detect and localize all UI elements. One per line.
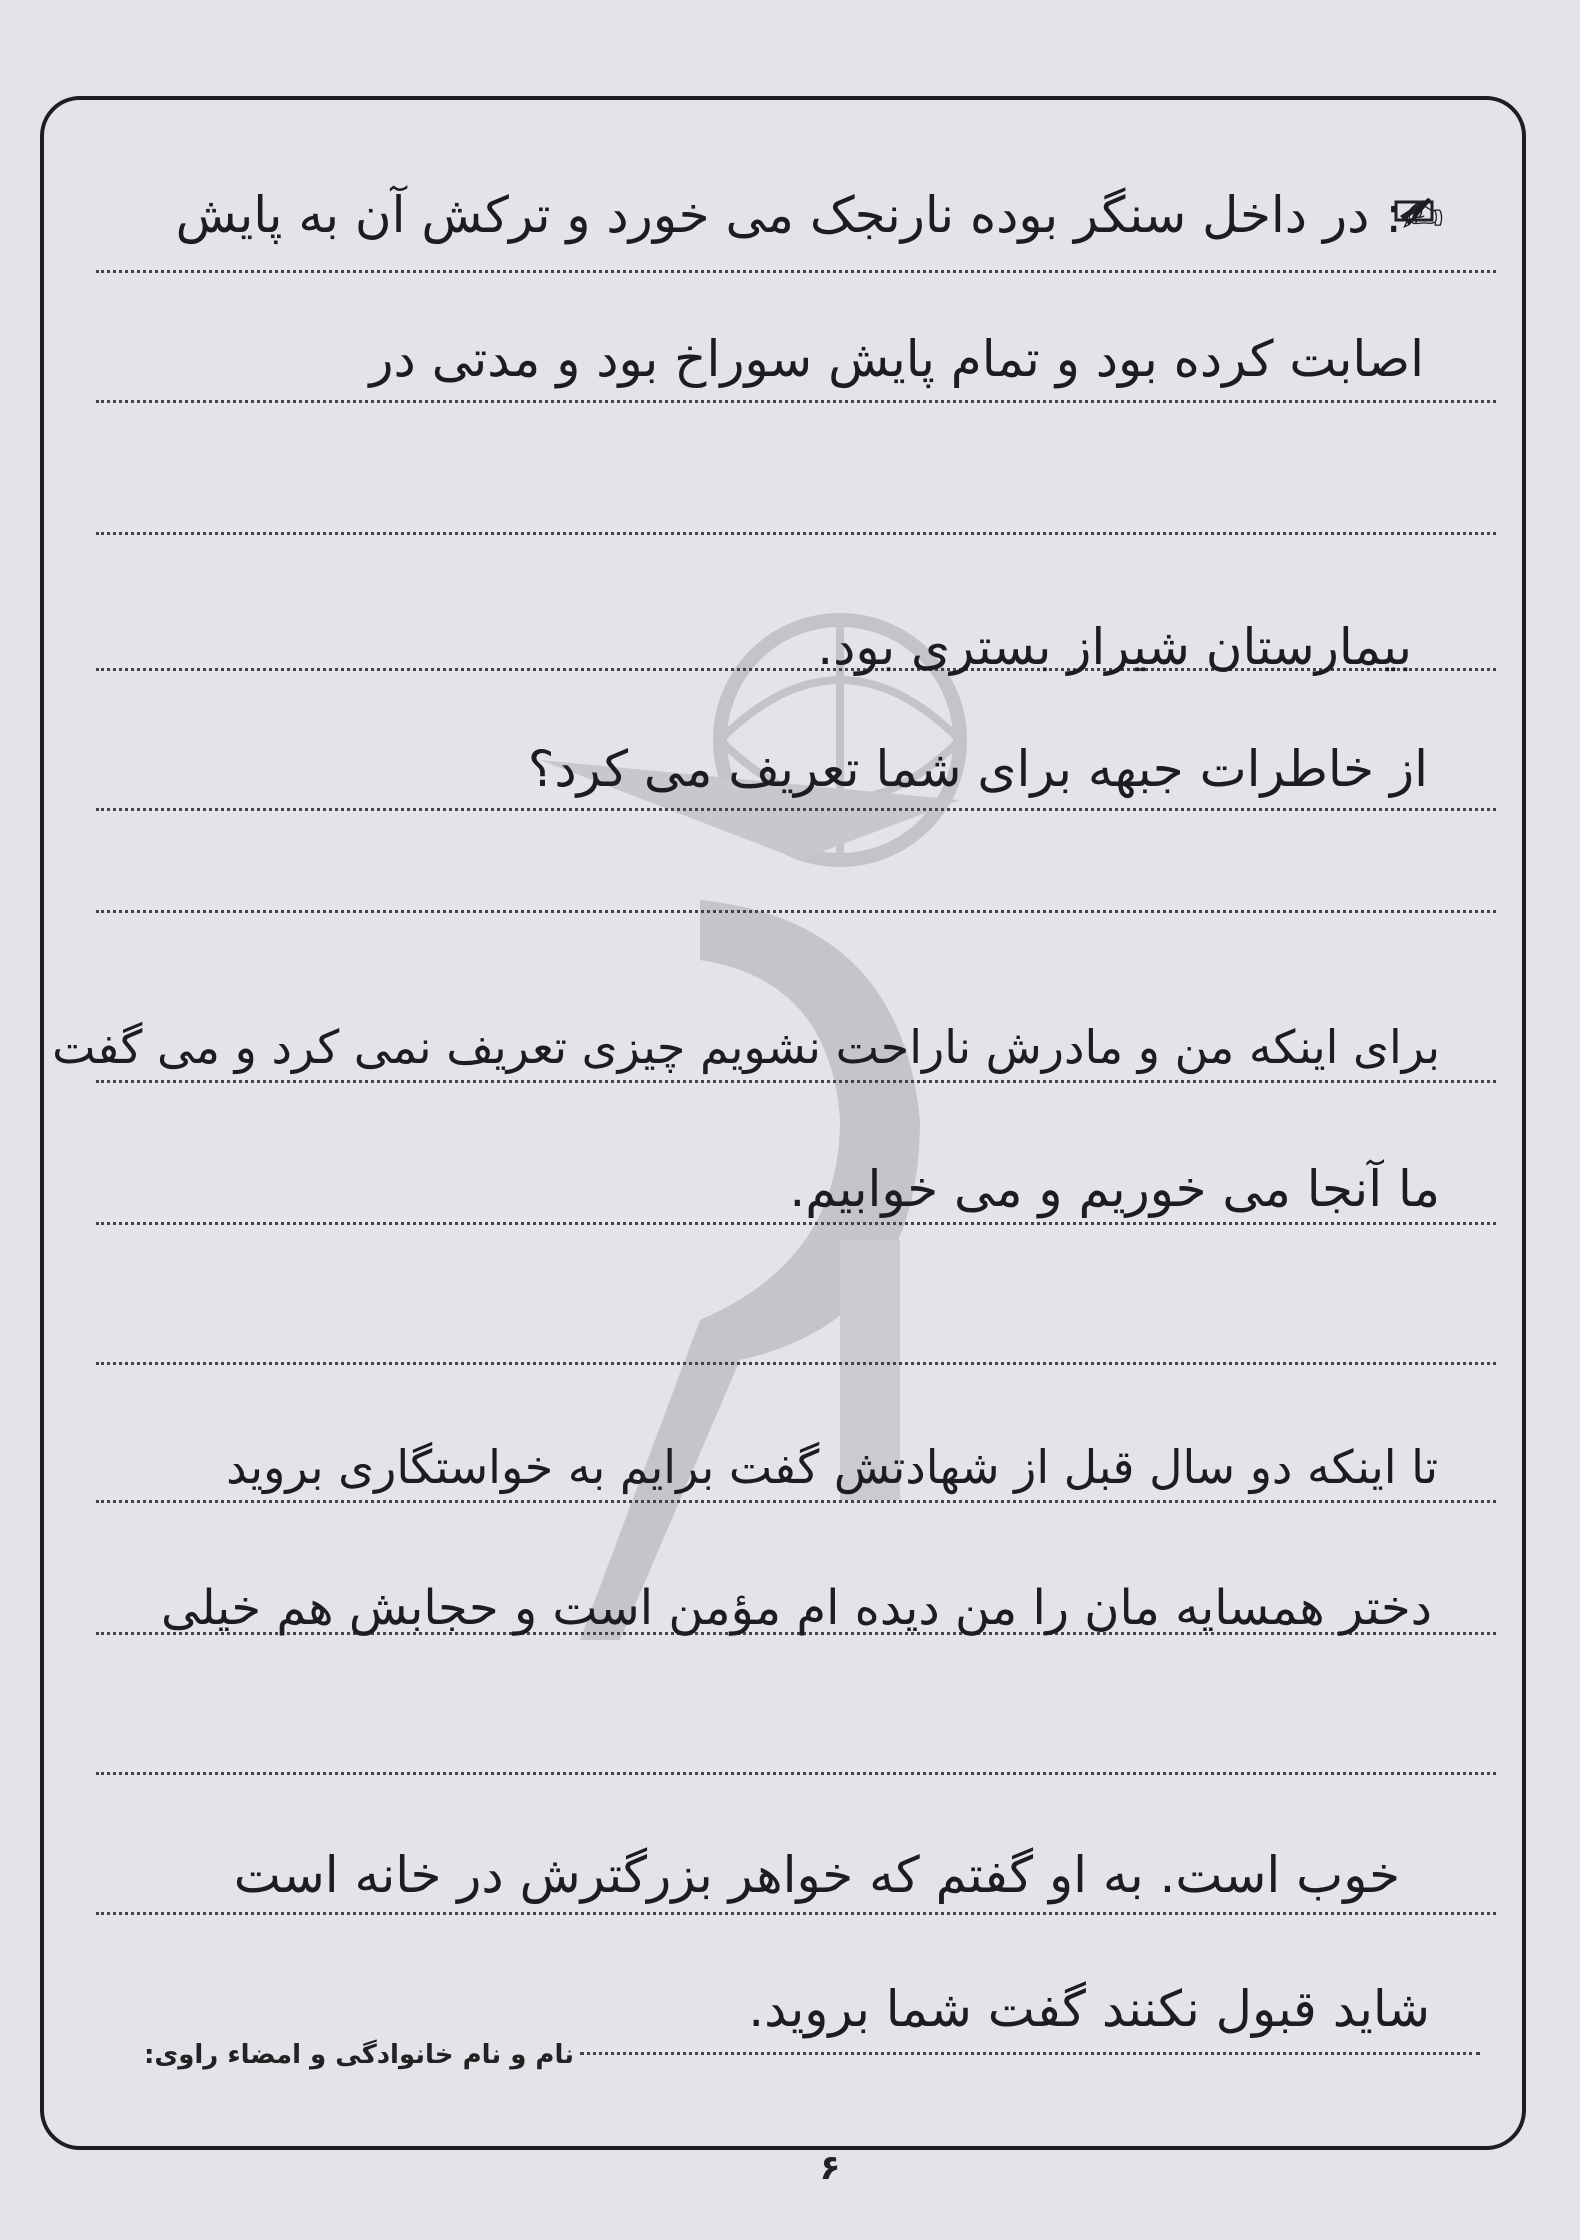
- handwritten-line: برای اینکه من و مادرش ناراحت نشویم چیزی تعریف نمی کرد و می گفت: [52, 1020, 1440, 1074]
- handwritten-line: تا اینکه دو سال قبل از شهادتش گفت برایم به خواستگاری بروید: [226, 1440, 1438, 1494]
- handwritten-line: شاید قبول نکنند گفت شما بروید.: [748, 1980, 1430, 2038]
- ruled-line: [96, 1362, 1496, 1365]
- handwritten-line: خوب است. به او گفتم که خواهر بزرگترش در خانه است: [233, 1846, 1400, 1904]
- ruled-line: [96, 1222, 1496, 1225]
- ruled-line: [96, 808, 1496, 811]
- handwritten-line: اصابت کرده بود و تمام پایش سوراخ بود و مدتی در: [369, 330, 1424, 388]
- handwritten-line: دختر همسایه مان را من دیده ام مؤمن است و حجابش هم خیلی: [161, 1580, 1432, 1636]
- handwritten-line: ما آنجا می خوریم و می خوابیم.: [789, 1160, 1440, 1218]
- ruled-line: [96, 1080, 1496, 1083]
- ruled-line: [580, 2052, 1480, 2055]
- handwritten-line: بیمارستان شیراز بستری بود.: [817, 618, 1412, 676]
- page-number: ۶: [819, 2148, 841, 2188]
- handwritten-line: از خاطرات جبهه برای شما تعریف می کرد؟: [527, 740, 1428, 798]
- narrator-signature-label: نام و نام خانوادگی و امضاء راوی:: [144, 2040, 574, 2070]
- ruled-line: [96, 532, 1496, 535]
- ruled-line: [96, 1500, 1496, 1503]
- ruled-line: [96, 1912, 1496, 1915]
- ruled-line: [96, 270, 1496, 273]
- ruled-line: [96, 400, 1496, 403]
- ruled-line: [96, 1772, 1496, 1775]
- ruled-line: [96, 910, 1496, 913]
- handwritten-line: ✍: در داخل سنگر بوده نارنجک می خورد و ترکش آن به پایش: [175, 186, 1444, 244]
